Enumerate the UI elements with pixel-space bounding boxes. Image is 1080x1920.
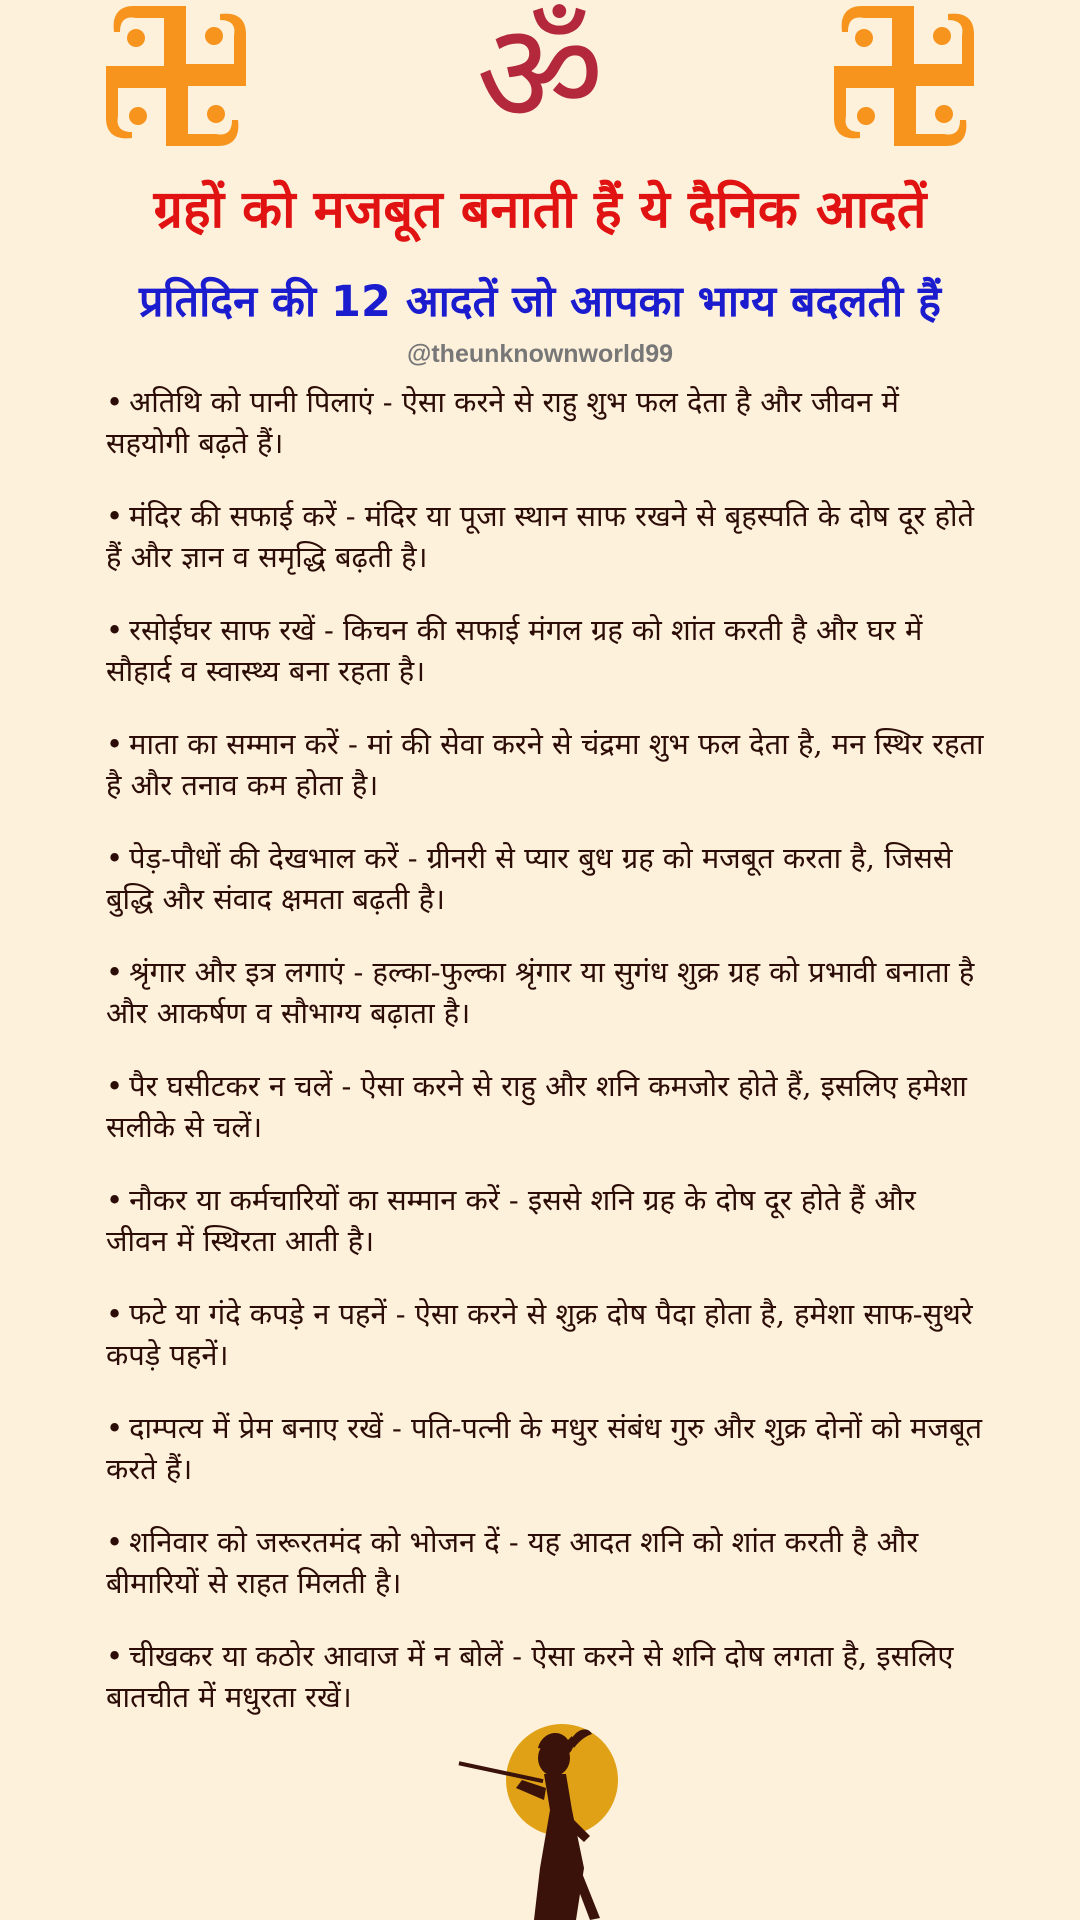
habit-list: [106, 382, 986, 1750]
bullet-icon: •: [106, 727, 124, 761]
habit-text: फटे या गंदे कपड़े न पहनें - ऐसा करने से शुक्र दोष पैदा होता है, हमेशा साफ-सुथरे कपड़े पहनें।: [106, 1297, 973, 1372]
habit-text: पेड़-पौधों की देखभाल करें - ग्रीनरी से प्यार बुध ग्रह को मजबूत करता है, जिससे बुद्धि और संवाद क्षमता बढ़ती है।: [106, 841, 953, 916]
habit-item: [106, 724, 986, 806]
habit-item: [106, 382, 986, 464]
habit-text: मंदिर की सफाई करें - मंदिर या पूजा स्थान साफ रखने से बृहस्पति के दोष दूर होते हैं और ज्ञान व समृद्धि बढ़ती है।: [106, 499, 975, 574]
habit-item: [106, 1180, 986, 1262]
habit-text: दाम्पत्य में प्रेम बनाए रखें - पति-पत्नी के मधुर संबंध गुरु और शुक्र दोनों को मजबूत करते हैं।: [106, 1411, 983, 1486]
page-subtitle: प्रतिदिन की 12 आदतें जो आपका भाग्य बदलती हैं: [139, 277, 941, 327]
bullet-icon: •: [106, 613, 124, 647]
habit-text: नौकर या कर्मचारियों का सम्मान करें - इससे शनि ग्रह के दोष दूर होते हैं और जीवन में स्थिरता आती है।: [106, 1183, 916, 1258]
bullet-icon: •: [106, 1069, 124, 1103]
bullet-icon: •: [106, 1183, 124, 1217]
krishna-flute-silhouette-icon: [450, 1718, 650, 1920]
habit-text: शनिवार को जरूरतमंद को भोजन दें - यह आदत शनि को शांत करती है और बीमारियों से राहत मिलती है।: [106, 1525, 919, 1600]
bullet-icon: •: [106, 1525, 124, 1559]
habit-item: [106, 952, 986, 1034]
habit-item: [106, 1066, 986, 1148]
habit-text: चीखकर या कठोर आवाज में न बोलें - ऐसा करने से शनि दोष लगता है, इसलिए बातचीत में मधुरता रखें।: [106, 1639, 954, 1714]
bullet-icon: •: [106, 499, 124, 533]
swastika-icon: [834, 6, 974, 146]
habit-item: [106, 610, 986, 692]
bullet-icon: •: [106, 1297, 124, 1331]
habit-item: [106, 1294, 986, 1376]
habit-text: श्रृंगार और इत्र लगाएं - हल्का-फुल्का श्रृंगार या सुगंध शुक्र ग्रह को प्रभावी बनाता है और आकर्षण व सौभाग्य बढ़ाता है।: [106, 955, 975, 1030]
habit-item: [106, 838, 986, 920]
bullet-icon: •: [106, 955, 124, 989]
bullet-icon: •: [106, 841, 124, 875]
habit-item: [106, 496, 986, 578]
header-symbols: [0, 0, 1080, 160]
habit-item: [106, 1636, 986, 1718]
author-handle: @theunknownworld99: [406, 340, 674, 368]
om-icon: ॐ: [476, 0, 604, 156]
habit-text: माता का सम्मान करें - मां की सेवा करने से चंद्रमा शुभ फल देता है, मन स्थिर रहता है और तनाव कम होता है।: [106, 727, 984, 802]
bullet-icon: •: [106, 385, 124, 419]
swastika-icon: [106, 6, 246, 146]
habit-text: पैर घसीटकर न चलें - ऐसा करने से राहु और शनि कमजोर होते हैं, इसलिए हमेशा सलीके से चलें।: [106, 1069, 967, 1144]
habit-item: [106, 1522, 986, 1604]
bullet-icon: •: [106, 1639, 124, 1673]
bullet-icon: •: [106, 1411, 124, 1445]
habit-text: अतिथि को पानी पिलाएं - ऐसा करने से राहु शुभ फल देता है और जीवन में सहयोगी बढ़ते हैं।: [106, 385, 899, 460]
page-title: ग्रहों को मजबूत बनाती हैं ये दैनिक आदतें: [153, 180, 927, 240]
habit-item: [106, 1408, 986, 1490]
habit-text: रसोईघर साफ रखें - किचन की सफाई मंगल ग्रह को शांत करती है और घर में सौहार्द व स्वास्थ्य बना रहता है।: [106, 613, 923, 688]
